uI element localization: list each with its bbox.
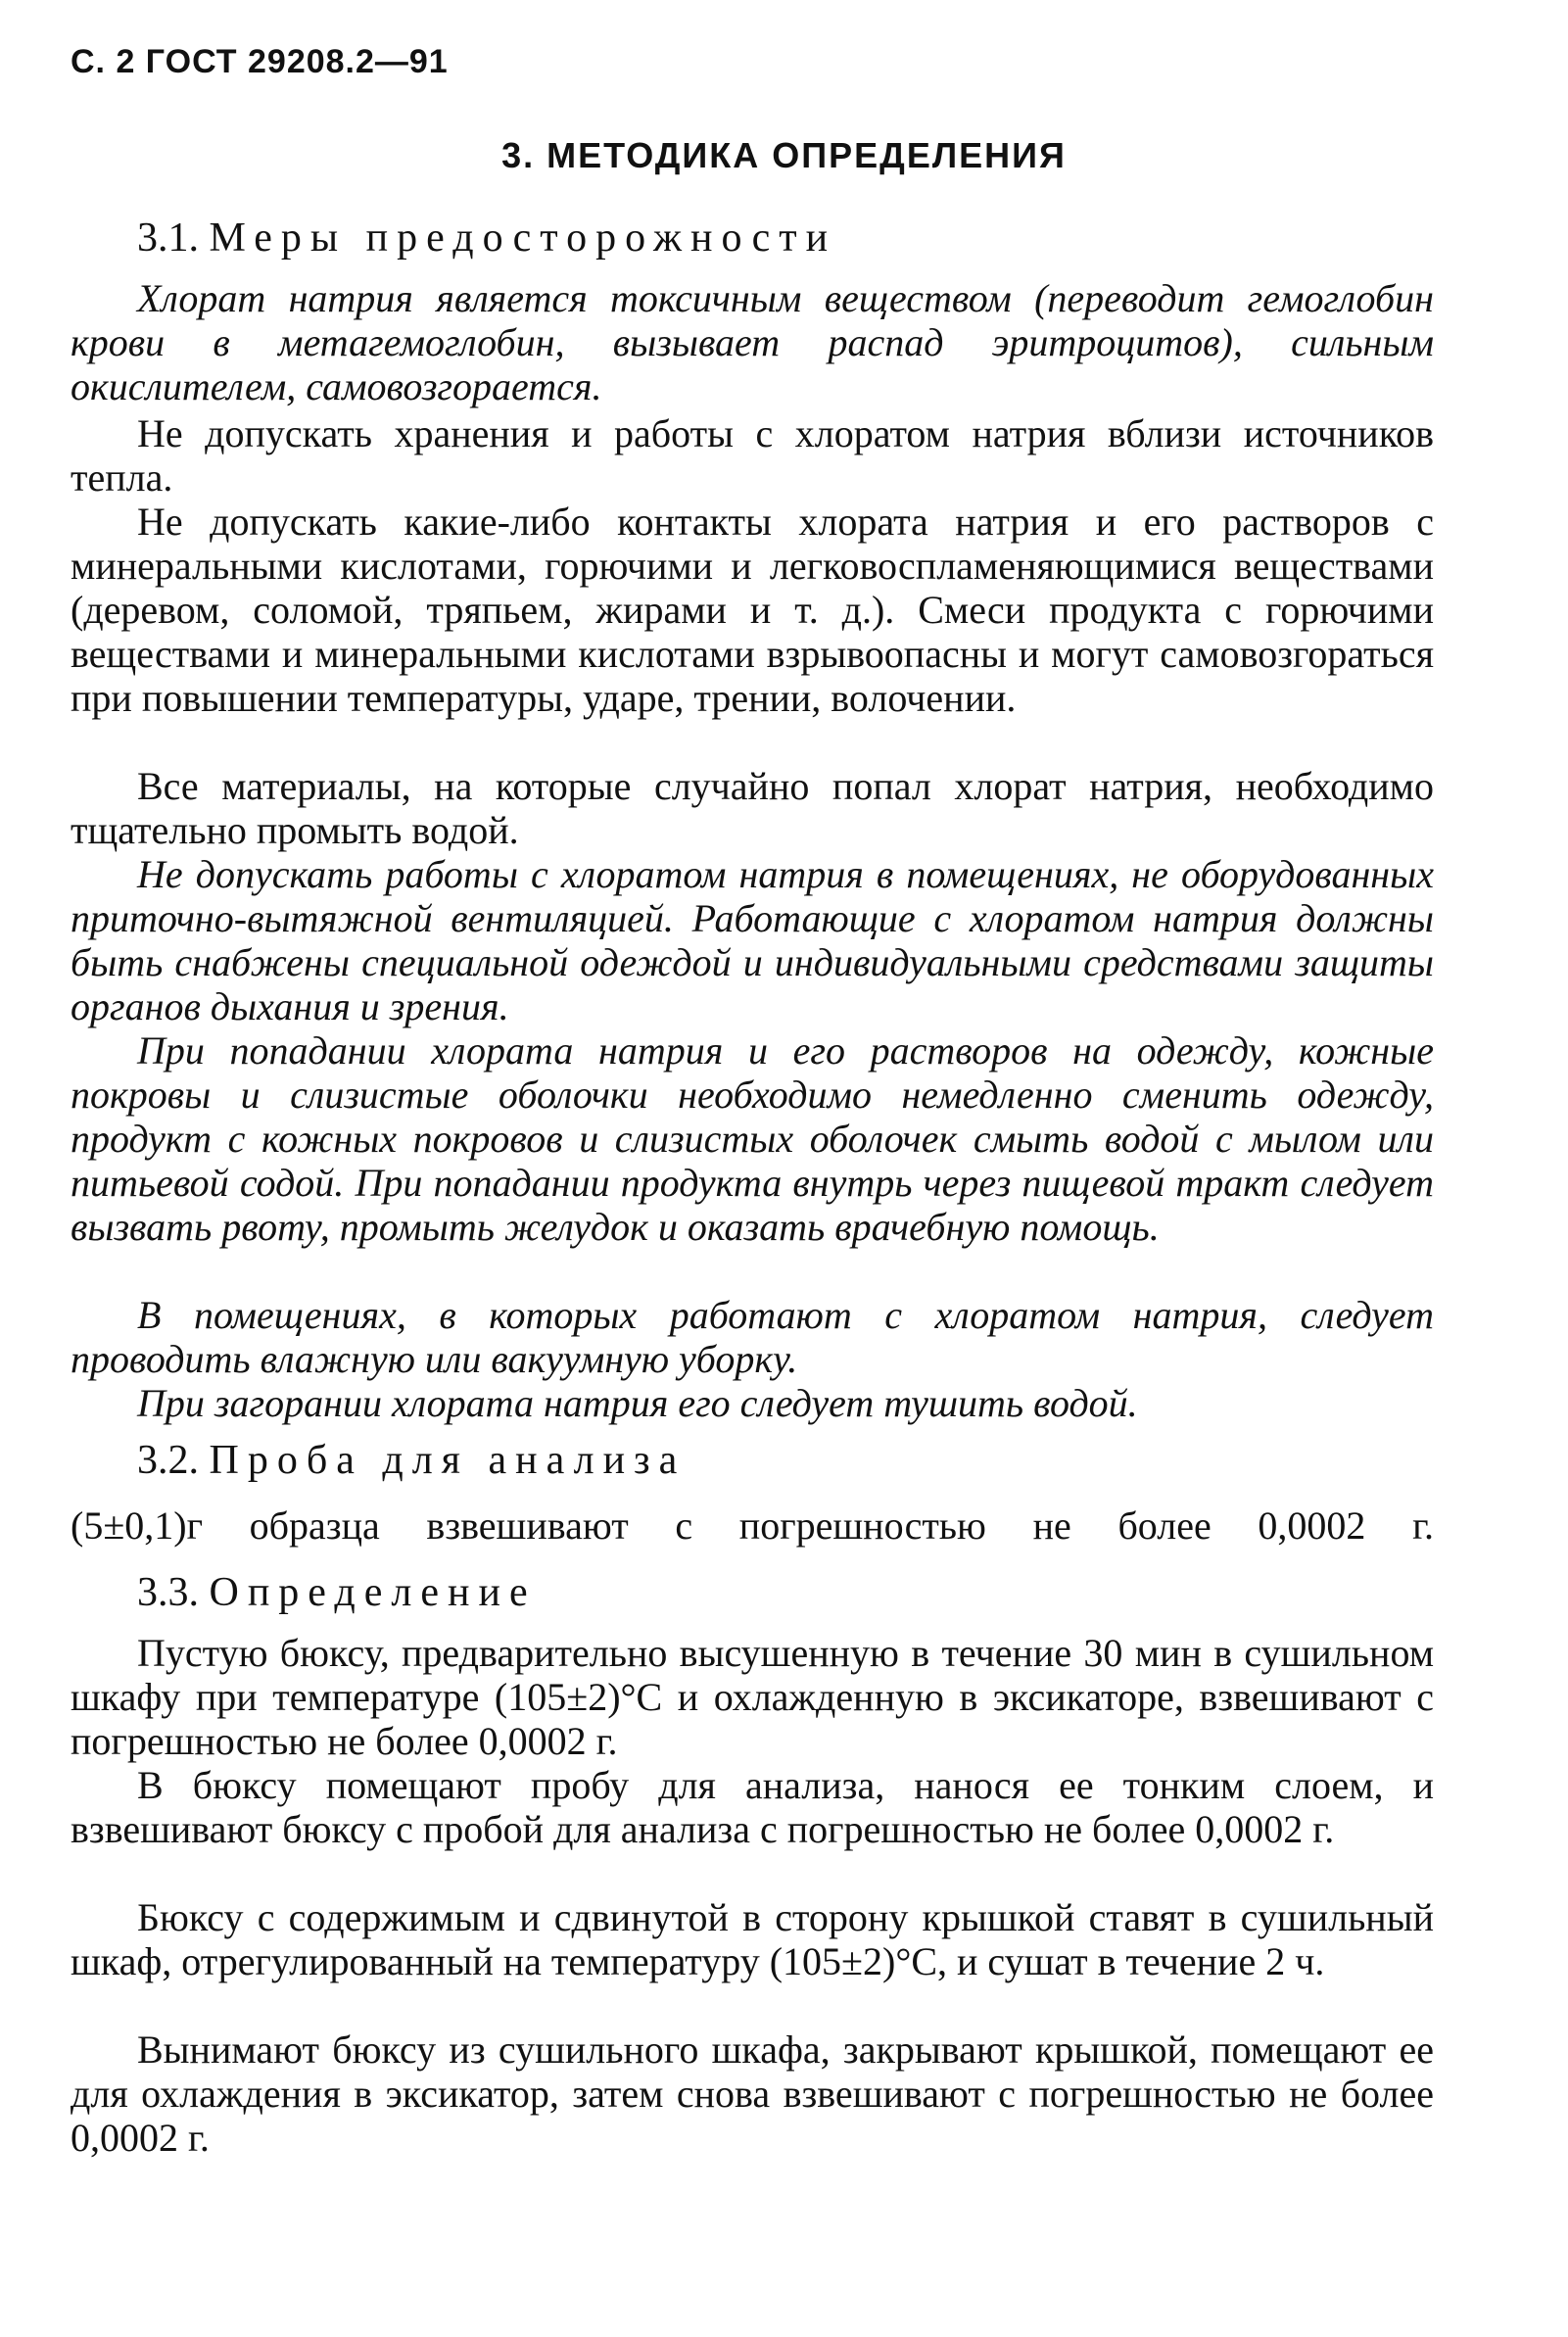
subsection-3-1-title: Меры предосторожности [209,215,837,261]
paragraph-contacts: Не допускать какие-либо контакты хлората натрия и его растворов с минеральными кислотами, горючими и легковоспламеняющимися веществами (деревом, соломой, тряпьем, жирами и т. д.). Смеси продукта с горючими веществами и минеральными кислотами взрывоопасны и могут самовозгораться при повышении температуры, ударе, трении, волочении. [71,500,1434,720]
subsection-3-2-title: Проба для анализа [209,1438,687,1483]
paragraph-drying: Бюксу с содержимым и сдвинутой в сторону крышкой ставят в сушильный шкаф, отрегулированный на температуру (105±2)°С, и сушат в течение 2 ч. [71,1895,1434,1983]
page-header: С. 2 ГОСТ 29208.2—91 [71,43,449,80]
paragraph-sample: (5±0,1)г образца взвешивают с погрешностью не более 0,0002 г. [71,1503,1434,1548]
paragraph-toxicity: Хлорат натрия является токсичным веществом (переводит гемоглобин крови в метагемоглобин, вызывает распад эритроцитов), сильным окислителем, самовозгорается. [71,276,1434,408]
paragraph-weigh-empty: Пустую бюксу, предварительно высушенную в течение 30 мин в сушильном шкафу при температуре (105±2)°С и охлажденную в эксикаторе, взвешивают с погрешностью не более 0,0002 г. [71,1631,1434,1763]
paragraph-weigh-sample: В бюксу помещают пробу для анализа, нанося ее тонким слоем, и взвешивают бюксу с пробой для анализа с погрешностью не более 0,0002 г. [71,1763,1434,1851]
paragraph-fire: При загорании хлората натрия его следует тушить водой. [137,1381,1138,1425]
subsection-3-3-title: Определение [209,1570,537,1615]
paragraph-materials: Все материалы, на которые случайно попал хлорат натрия, необходимо тщательно промыть водой. [71,764,1434,852]
subsection-3-2-heading [137,1440,686,1481]
subsection-3-3-number: 3.3. [137,1570,199,1615]
paragraph-first-aid: При попадании хлората натрия и его растворов на одежду, кожные покровы и слизистые оболочки необходимо немедленно сменить одежду, продукт с кожных покровов и слизистых оболочек смыть водой с мылом или питьевой содой. При попадании продукта внутрь через пищевой тракт следует вызвать рвоту, промыть желудок и оказать врачебную помощь. [71,1028,1434,1249]
subsection-3-1-heading [137,217,836,259]
paragraph-ventilation: Не допускать работы с хлоратом натрия в помещениях, не оборудованных приточно-вытяжной вентиляцией. Работающие с хлоратом натрия должны быть снабжены специальной одеждой и индивидуальными средствами защиты органов дыхания и зрения. [71,852,1434,1028]
section-title: 3. МЕТОДИКА ОПРЕДЕЛЕНИЯ [501,135,1067,175]
paragraph-cleaning: В помещениях, в которых работают с хлоратом натрия, следует проводить влажную или вакуумную уборку. [71,1293,1434,1381]
subsection-3-1-number: 3.1. [137,215,199,261]
paragraph-heat-sources: Не допускать хранения и работы с хлоратом натрия вблизи источников тепла. [71,411,1434,500]
subsection-3-3-heading [137,1572,537,1613]
subsection-3-2-number: 3.2. [137,1438,199,1483]
paragraph-reweigh: Вынимают бюксу из сушильного шкафа, закрывают крышкой, помещают ее для охлаждения в эксикатор, затем снова взвешивают с погрешностью не более 0,0002 г. [71,2027,1434,2160]
